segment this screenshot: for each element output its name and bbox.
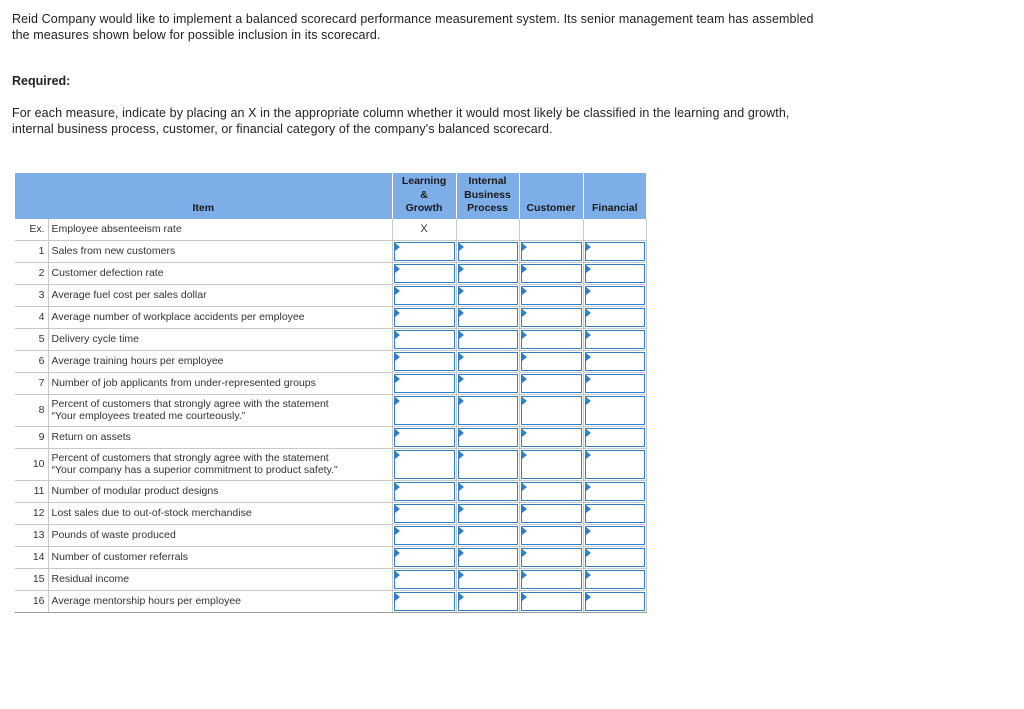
financial-answer-input[interactable] — [585, 264, 645, 283]
customer-answer-input[interactable] — [521, 242, 582, 261]
learning-growth-cell — [392, 426, 456, 448]
financial-answer-input[interactable] — [585, 428, 645, 447]
learning-growth-cell — [392, 524, 456, 546]
financial-cell — [583, 448, 646, 480]
financial-cell — [583, 394, 646, 426]
financial-answer-input[interactable] — [585, 242, 645, 261]
header-internal-line3: Process — [467, 202, 508, 214]
customer-cell — [519, 394, 583, 426]
row-number: 8 — [15, 394, 48, 426]
internal-business-process-answer-input[interactable] — [458, 264, 518, 283]
customer-answer-input[interactable] — [521, 286, 582, 305]
row-item-line: Customer defection rate — [51, 267, 164, 279]
header-learning-line1: Learning — [401, 175, 447, 187]
row-item — [48, 284, 392, 306]
row-item — [48, 306, 392, 328]
row-number: 12 — [15, 502, 48, 524]
row-item-line: Return on assets — [51, 431, 131, 443]
learning-growth-answer-input[interactable] — [394, 428, 455, 447]
row-number: 2 — [15, 262, 48, 284]
internal-business-process-answer-input[interactable] — [458, 570, 518, 589]
learning-growth-cell — [392, 372, 456, 394]
row-item — [48, 524, 392, 546]
customer-cell — [519, 524, 583, 546]
internal-business-process-answer-input[interactable] — [458, 374, 518, 393]
customer-cell — [519, 480, 583, 502]
learning-growth-answer-input[interactable] — [394, 548, 455, 567]
row-item-line: Residual income — [51, 573, 130, 585]
internal-business-process-cell — [456, 502, 519, 524]
financial-answer-input[interactable] — [585, 570, 645, 589]
internal-business-process-cell — [456, 284, 519, 306]
financial-answer-input[interactable] — [585, 286, 645, 305]
row-number: 3 — [15, 284, 48, 306]
internal-business-process-cell — [456, 546, 519, 568]
customer-answer-input[interactable] — [521, 428, 582, 447]
header-learning-growth — [392, 173, 456, 219]
learning-growth-cell — [392, 284, 456, 306]
learning-growth-answer-input[interactable] — [394, 504, 455, 523]
financial-cell — [583, 240, 646, 262]
customer-answer-input[interactable] — [521, 526, 582, 545]
header-internal-line1: Internal — [468, 175, 507, 187]
row-number: 7 — [15, 372, 48, 394]
customer-cell — [519, 262, 583, 284]
customer-cell — [519, 590, 583, 612]
financial-answer-input[interactable] — [585, 504, 645, 523]
customer-cell — [519, 372, 583, 394]
financial-cell — [583, 480, 646, 502]
table-row — [15, 502, 646, 524]
example-financial-cell — [583, 219, 646, 241]
row-number: 4 — [15, 306, 48, 328]
learning-growth-answer-input[interactable] — [394, 330, 455, 349]
customer-answer-input[interactable] — [521, 374, 582, 393]
row-item — [48, 350, 392, 372]
example-row — [15, 219, 646, 241]
financial-cell — [583, 350, 646, 372]
row-number: 13 — [15, 524, 48, 546]
internal-business-process-cell — [456, 426, 519, 448]
learning-growth-answer-input[interactable] — [394, 286, 455, 305]
row-item — [48, 240, 392, 262]
header-financial: Financial — [583, 173, 646, 219]
customer-answer-input[interactable] — [521, 396, 582, 425]
learning-growth-cell — [392, 240, 456, 262]
table-row — [15, 284, 646, 306]
customer-answer-input[interactable] — [521, 570, 582, 589]
learning-growth-answer-input[interactable] — [394, 352, 455, 371]
internal-business-process-cell — [456, 590, 519, 612]
table-row — [15, 480, 646, 502]
table-row — [15, 328, 646, 350]
learning-growth-answer-input[interactable] — [394, 570, 455, 589]
internal-business-process-cell — [456, 448, 519, 480]
internal-business-process-cell — [456, 372, 519, 394]
row-item-line: Delivery cycle time — [51, 333, 140, 345]
header-customer: Customer — [519, 173, 583, 219]
row-number: 9 — [15, 426, 48, 448]
internal-business-process-cell — [456, 328, 519, 350]
row-item — [48, 328, 392, 350]
row-item — [48, 546, 392, 568]
row-number: 6 — [15, 350, 48, 372]
internal-business-process-answer-input[interactable] — [458, 396, 518, 425]
financial-cell — [583, 524, 646, 546]
learning-growth-answer-input[interactable] — [394, 374, 455, 393]
internal-business-process-answer-input[interactable] — [458, 548, 518, 567]
learning-growth-answer-input[interactable] — [394, 482, 455, 501]
customer-cell — [519, 350, 583, 372]
customer-answer-input[interactable] — [521, 352, 582, 371]
instructions-paragraph: For each measure, indicate by placing an X in the appropriate column whether it would most likely be classified in the learning and growth, internal business process, customer, or financial category of the company's balanced scorecard. — [12, 106, 790, 136]
internal-business-process-cell — [456, 524, 519, 546]
internal-business-process-answer-input[interactable] — [458, 352, 518, 371]
learning-growth-cell — [392, 328, 456, 350]
row-number: 16 — [15, 590, 48, 612]
financial-answer-input[interactable] — [585, 374, 645, 393]
financial-answer-input[interactable] — [585, 352, 645, 371]
customer-cell — [519, 284, 583, 306]
table-row — [15, 568, 646, 590]
learning-growth-answer-input[interactable] — [394, 592, 455, 611]
row-item — [48, 372, 392, 394]
learning-growth-answer-input[interactable] — [394, 450, 455, 479]
learning-growth-answer-input[interactable] — [394, 242, 455, 261]
internal-business-process-answer-input[interactable] — [458, 482, 518, 501]
internal-business-process-answer-input[interactable] — [458, 308, 518, 327]
learning-growth-answer-input[interactable] — [394, 264, 455, 283]
table-row — [15, 546, 646, 568]
customer-answer-input[interactable] — [521, 330, 582, 349]
row-item-line: “Your company has a superior commitment to product safety.” — [51, 464, 338, 476]
row-item-line: Average training hours per employee — [51, 355, 224, 367]
row-item-line: Percent of customers that strongly agree with the statement — [51, 398, 329, 410]
financial-cell — [583, 590, 646, 612]
learning-growth-cell — [392, 590, 456, 612]
financial-cell — [583, 262, 646, 284]
customer-cell — [519, 306, 583, 328]
financial-answer-input[interactable] — [585, 548, 645, 567]
financial-answer-input[interactable] — [585, 450, 645, 479]
learning-growth-cell — [392, 306, 456, 328]
table-row — [15, 426, 646, 448]
learning-growth-answer-input[interactable] — [394, 526, 455, 545]
header-row — [15, 173, 646, 219]
learning-growth-cell — [392, 350, 456, 372]
customer-cell — [519, 448, 583, 480]
internal-business-process-cell — [456, 240, 519, 262]
financial-answer-input[interactable] — [585, 526, 645, 545]
table-row — [15, 394, 646, 426]
customer-cell — [519, 568, 583, 590]
table-row — [15, 262, 646, 284]
internal-business-process-answer-input[interactable] — [458, 526, 518, 545]
table-row — [15, 448, 646, 480]
row-item-line: Percent of customers that strongly agree with the statement — [51, 452, 329, 464]
learning-growth-cell — [392, 546, 456, 568]
internal-business-process-answer-input[interactable] — [458, 450, 518, 479]
learning-growth-cell — [392, 480, 456, 502]
row-item-line: Pounds of waste produced — [51, 529, 176, 541]
internal-business-process-answer-input[interactable] — [458, 242, 518, 261]
financial-answer-input[interactable] — [585, 330, 645, 349]
table-row — [15, 590, 646, 612]
example-internal-cell — [456, 219, 519, 241]
row-item — [48, 502, 392, 524]
learning-growth-cell — [392, 262, 456, 284]
learning-growth-answer-input[interactable] — [394, 396, 455, 425]
required-label: Required: — [12, 74, 71, 88]
row-number: 15 — [15, 568, 48, 590]
row-number: 1 — [15, 240, 48, 262]
internal-business-process-answer-input[interactable] — [458, 504, 518, 523]
internal-business-process-cell — [456, 394, 519, 426]
customer-cell — [519, 426, 583, 448]
financial-answer-input[interactable] — [585, 482, 645, 501]
row-item — [48, 590, 392, 612]
customer-answer-input[interactable] — [521, 308, 582, 327]
row-item-line: Number of customer referrals — [51, 551, 189, 563]
customer-cell — [519, 328, 583, 350]
row-item — [48, 448, 392, 480]
row-item-line: Lost sales due to out-of-stock merchandise — [51, 507, 252, 519]
row-item — [48, 262, 392, 284]
customer-answer-input[interactable] — [521, 450, 582, 479]
customer-cell — [519, 502, 583, 524]
row-item-line: Average number of workplace accidents per employee — [51, 311, 305, 323]
table-row — [15, 306, 646, 328]
internal-business-process-cell — [456, 480, 519, 502]
row-number: Ex. — [15, 219, 48, 241]
learning-growth-cell — [392, 502, 456, 524]
financial-cell — [583, 426, 646, 448]
customer-cell — [519, 546, 583, 568]
header-learning-line3: Growth — [405, 202, 443, 214]
customer-answer-input[interactable] — [521, 592, 582, 611]
internal-business-process-cell — [456, 306, 519, 328]
example-customer-cell — [519, 219, 583, 241]
internal-business-process-answer-input[interactable] — [458, 330, 518, 349]
row-item — [48, 426, 392, 448]
header-internal-business-process — [456, 173, 519, 219]
row-item — [48, 480, 392, 502]
customer-answer-input[interactable] — [521, 504, 582, 523]
table-row — [15, 240, 646, 262]
row-item — [48, 568, 392, 590]
customer-answer-input[interactable] — [521, 482, 582, 501]
internal-business-process-answer-input[interactable] — [458, 286, 518, 305]
row-item-line: Number of modular product designs — [51, 485, 219, 497]
financial-cell — [583, 328, 646, 350]
row-item: Employee absenteeism rate — [48, 219, 392, 241]
row-number: 10 — [15, 448, 48, 480]
row-number: 14 — [15, 546, 48, 568]
financial-cell — [583, 284, 646, 306]
financial-answer-input[interactable] — [585, 592, 645, 611]
scorecard-table — [15, 173, 647, 613]
row-item-line: “Your employees treated me courteously.” — [51, 410, 246, 422]
financial-answer-input[interactable] — [585, 396, 645, 425]
row-item-line: Sales from new customers — [51, 245, 176, 257]
financial-cell — [583, 546, 646, 568]
row-number: 5 — [15, 328, 48, 350]
row-item-line: Average mentorship hours per employee — [51, 595, 241, 607]
table-row — [15, 524, 646, 546]
header-learning-line2: & — [420, 188, 428, 201]
table-row — [15, 350, 646, 372]
header-item: Item — [15, 173, 392, 219]
table-row — [15, 372, 646, 394]
learning-growth-cell — [392, 448, 456, 480]
financial-cell — [583, 502, 646, 524]
learning-growth-cell — [392, 568, 456, 590]
row-number: 11 — [15, 480, 48, 502]
internal-business-process-cell — [456, 262, 519, 284]
customer-answer-input[interactable] — [521, 264, 582, 283]
customer-cell — [519, 240, 583, 262]
financial-answer-input[interactable] — [585, 308, 645, 327]
header-internal-line2: Business — [464, 188, 511, 201]
row-item-line: Average fuel cost per sales dollar — [51, 289, 207, 301]
learning-growth-answer-input[interactable] — [394, 308, 455, 327]
example-learning-mark: X — [392, 219, 456, 241]
customer-answer-input[interactable] — [521, 548, 582, 567]
intro-paragraph: Reid Company would like to implement a balanced scorecard performance measurement system. Its senior management team has assembled the measures shown below for possible inclusion in its scorecard. — [12, 12, 814, 42]
internal-business-process-answer-input[interactable] — [458, 592, 518, 611]
internal-business-process-cell — [456, 350, 519, 372]
row-item — [48, 394, 392, 426]
financial-cell — [583, 568, 646, 590]
row-item-line: Number of job applicants from under-represented groups — [51, 377, 316, 389]
internal-business-process-answer-input[interactable] — [458, 428, 518, 447]
financial-cell — [583, 372, 646, 394]
internal-business-process-cell — [456, 568, 519, 590]
learning-growth-cell — [392, 394, 456, 426]
financial-cell — [583, 306, 646, 328]
